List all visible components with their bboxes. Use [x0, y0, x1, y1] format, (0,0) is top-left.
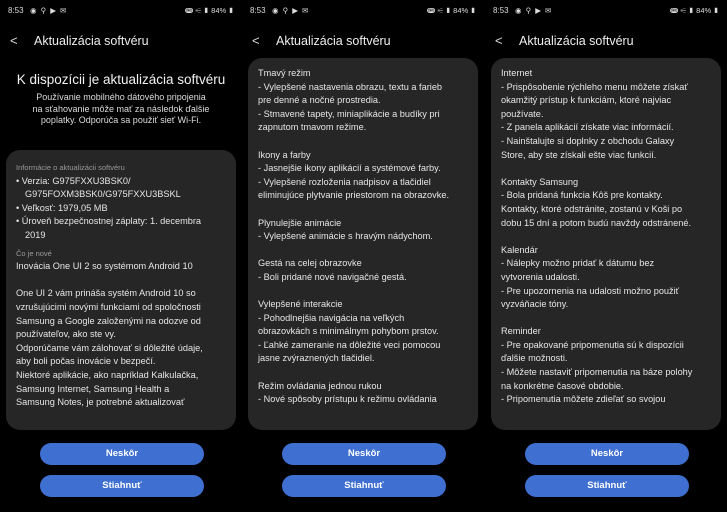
changelog-card[interactable]: [248, 58, 478, 430]
later-button[interactable]: Neskôr: [525, 443, 689, 465]
whats-new-label: Čo je nové: [16, 248, 52, 258]
info-line: • Veľkosť: 1979,05 MB: [16, 202, 108, 213]
info-line: G975FOXM3BSK0/G975FXXU3BSKL: [25, 189, 181, 200]
update-info-card[interactable]: [6, 150, 236, 430]
later-button[interactable]: Neskôr: [40, 443, 204, 465]
section-line: - Pohodlnejšia navigácia na veľkých: [258, 312, 405, 323]
section-line: pre denné a nočné prostredia.: [258, 95, 381, 106]
section-line: vyzváňacie tóny.: [501, 299, 569, 310]
section-line: - Nainštalujte si doplnky z obchodu Galaxy: [501, 135, 675, 146]
section-line: - Boli pridané nové navigačné gestá.: [258, 271, 407, 282]
section-line: okamžitý prístup k funkciám, ktoré najviac: [501, 95, 672, 106]
warning-line: na sťahovanie môže mať za následok ďalšie: [32, 103, 210, 114]
back-arrow-icon[interactable]: <: [495, 33, 503, 48]
info-section-label: Informácie o aktualizácii softvéru: [16, 163, 125, 172]
section-line: - Z panela aplikácií získate viac informácií.: [501, 122, 674, 133]
page-title: Aktualizácia softvéru: [276, 34, 391, 48]
body-line: aby boli počas inovácie v bezpečí.: [16, 356, 156, 367]
whats-new-body: [16, 287, 226, 409]
body-line: Niektoré aplikácie, ako napríklad Kalkulačka,: [16, 369, 199, 380]
page-title: Aktualizácia softvéru: [34, 34, 149, 48]
section-heading: Ikony a farby: [258, 149, 311, 160]
section-heading: Kontakty Samsung: [501, 176, 579, 187]
section-heading: Gestá na celej obrazovke: [258, 258, 362, 269]
body-line: One UI 2 vám prináša systém Android 10 so: [16, 288, 196, 299]
download-button[interactable]: Stiahnuť: [40, 475, 204, 497]
section-line: - Ľahké zameranie na dôležité veci pomocou: [258, 339, 441, 350]
info-line: 2019: [25, 229, 46, 240]
app-bar: [493, 32, 718, 52]
phone-screen-1: [0, 0, 242, 512]
phone-screen-3: [485, 0, 727, 512]
status-bar: [493, 6, 719, 18]
status-bar: [8, 6, 234, 18]
section-line: - Bola pridaná funkcia Kôš pre kontakty.: [501, 190, 663, 201]
changelog-list: [491, 58, 721, 407]
info-line: • Úroveň bezpečnostnej záplaty: 1. decembra: [16, 216, 202, 227]
body-line: vzrušujúcimi novými funkciami od spoločnosti: [16, 301, 201, 312]
section-line: - Vylepšené animácie s hravým nádychom.: [258, 231, 433, 242]
section-line: zapnutom tmavom režime.: [258, 122, 367, 133]
section-line: obrazovkách s minimálnym pohybom prstov.: [258, 326, 439, 337]
section-heading: Reminder: [501, 326, 541, 337]
section-heading: Kalendár: [501, 244, 538, 255]
section-line: eliminujúce plytvanie priestorom na obrazovke.: [258, 190, 449, 201]
section-line: - Vylepšené rozloženia nadpisov a tlačidiel: [258, 176, 431, 187]
update-available-header: [6, 72, 236, 127]
section-line: - Pre upozornenia na udalosti možno použiť: [501, 285, 680, 296]
section-heading: Režim ovládania jednou rukou: [258, 380, 382, 391]
warning-line: poplatky. Odporúča sa použiť sieť Wi-Fi.: [40, 115, 202, 125]
section-line: používate.: [501, 108, 544, 119]
back-arrow-icon[interactable]: <: [252, 33, 260, 48]
section-heading: Internet: [501, 68, 533, 78]
version-details: [16, 175, 226, 243]
later-button[interactable]: Neskôr: [282, 443, 446, 465]
body-line: Samsung a Google založenými na odozve od: [16, 315, 201, 326]
status-bar: [250, 6, 476, 18]
update-available-title: K dispozícii je aktualizácia softvéru: [16, 72, 226, 87]
status-notification-icons: ◉ ⚲ ▶ ✉: [515, 6, 553, 15]
section-heading: Vylepšené interakcie: [258, 299, 343, 310]
section-line: - Vylepšené nastavenia obrazu, textu a farieb: [258, 81, 443, 92]
section-line: ďalšie možnosti.: [501, 353, 568, 364]
section-line: - Pripomenutia môžete zdieľať so svojou: [501, 394, 666, 405]
section-line: - Pre opakované pripomenutia sú k dispozícii: [501, 339, 684, 350]
section-line: - Nálepky možno pridať k dátumu bez: [501, 258, 655, 269]
data-warning-text: [6, 92, 236, 127]
body-line: používateľov, ako ste vy.: [16, 329, 116, 340]
whats-new-line: Inovácia One UI 2 so systémom Android 10: [16, 261, 193, 272]
status-time: 8:53: [493, 6, 509, 15]
status-battery: ↈ ⚟ ▮ 84% ▮: [670, 6, 719, 15]
page-title: Aktualizácia softvéru: [519, 34, 634, 48]
info-line: • Verzia: G975FXXU3BSK0/: [16, 175, 131, 186]
section-line: Kontakty, ktoré odstránite, zostanú v Koši po: [501, 203, 683, 214]
section-line: - Prispôsobenie rýchleho menu môžete získať: [501, 81, 688, 92]
section-line: na konkrétne časové obdobie.: [501, 380, 624, 391]
download-button[interactable]: Stiahnuť: [282, 475, 446, 497]
status-battery: ↈ ⚟ ▮ 84% ▮: [427, 6, 476, 15]
section-heading: Plynulejšie animácie: [258, 217, 342, 228]
section-line: dobu 15 dní a potom budú navždy odstránené.: [501, 217, 692, 228]
section-line: - Stmavené tapety, miniaplikácie a budíky pri: [258, 108, 440, 119]
whats-new-heading: [16, 260, 226, 274]
status-notification-icons: ◉ ⚲ ▶ ✉: [30, 6, 68, 15]
section-line: Store, aby ste získali ešte viac funkcií.: [501, 149, 657, 160]
status-time: 8:53: [8, 6, 24, 15]
body-line: Odporúčame vám zálohovať si dôležité údaje,: [16, 342, 203, 353]
section-line: - Môžete nastaviť pripomenutia na báze polohy: [501, 367, 693, 378]
app-bar: [250, 32, 475, 52]
status-battery: ↈ ⚟ ▮ 84% ▮: [185, 6, 234, 15]
back-arrow-icon[interactable]: <: [10, 33, 18, 48]
changelog-card[interactable]: [491, 58, 721, 430]
status-notification-icons: ◉ ⚲ ▶ ✉: [272, 6, 310, 15]
section-heading: Tmavý režim: [258, 68, 311, 78]
app-bar: [8, 32, 233, 52]
section-line: vytvorenia udalosti.: [501, 271, 580, 282]
phone-screen-2: [242, 0, 484, 512]
section-line: - Jasnejšie ikony aplikácií a systémové farby.: [258, 163, 441, 174]
status-time: 8:53: [250, 6, 266, 15]
body-line: Samsung Notes, je potrebné aktualizovať: [16, 397, 185, 408]
section-line: jasne zvýraznených tlačidiel.: [258, 353, 375, 364]
warning-line: Používanie mobilného dátového pripojenia: [36, 92, 206, 102]
body-line: Samsung Internet, Samsung Health a: [16, 383, 170, 394]
section-line: - Nové spôsoby prístupu k režimu ovládania: [258, 394, 437, 405]
changelog-list: [248, 58, 478, 407]
download-button[interactable]: Stiahnuť: [525, 475, 689, 497]
